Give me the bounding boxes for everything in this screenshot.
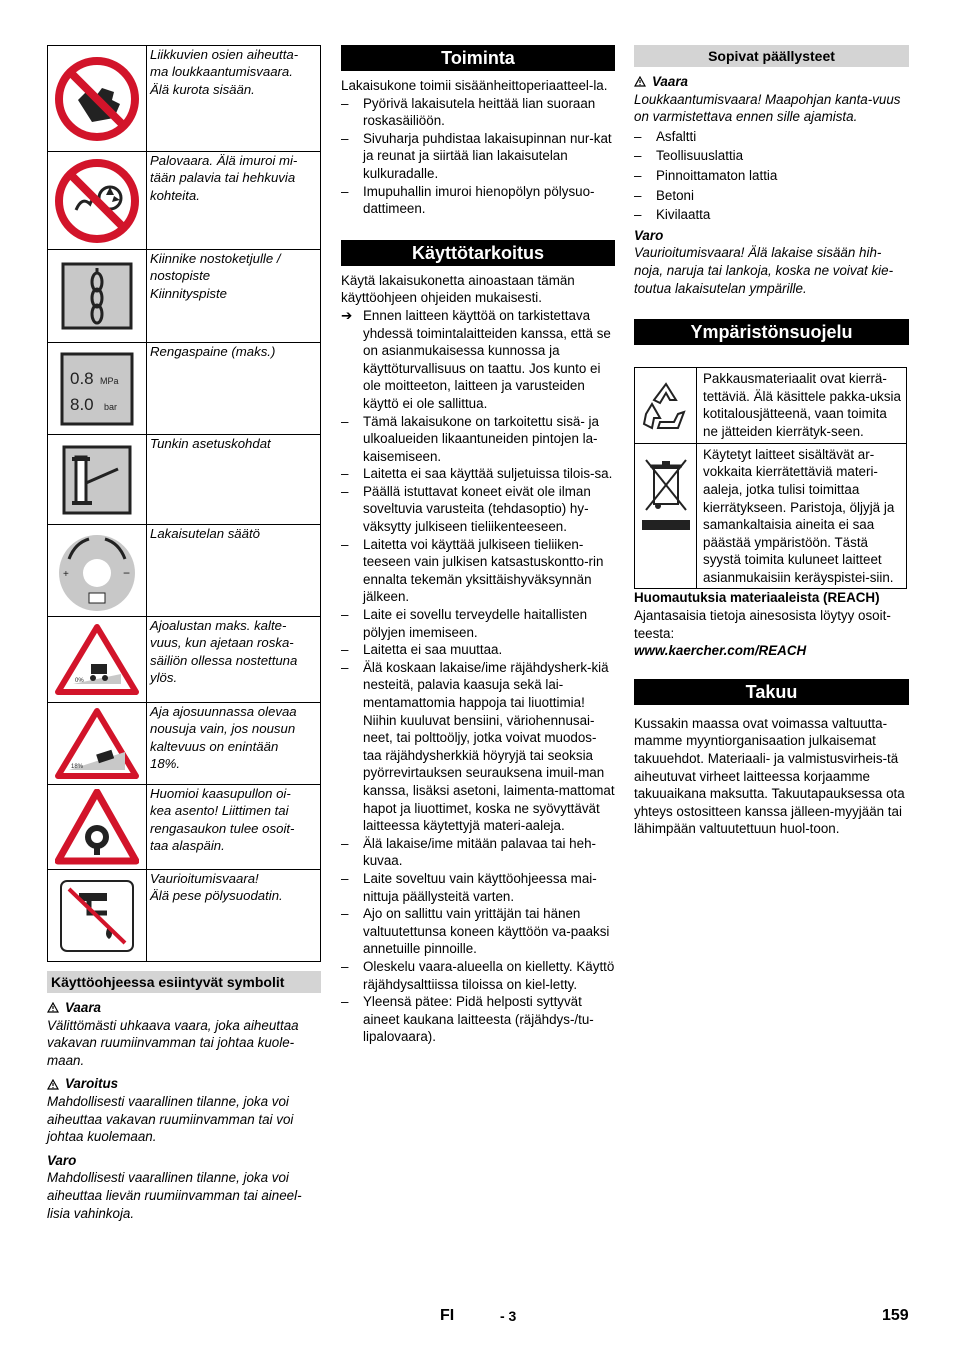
symbol-row: [48, 617, 321, 703]
svg-text:+: +: [63, 568, 69, 580]
list-item: – Laitetta ei saa käyttää suljetuissa tilois-sa.: [341, 465, 615, 483]
symbol-row: [48, 46, 321, 152]
symbol-text: Vaurioitumisvaara! Älä pese pölysuodatin.: [147, 870, 321, 962]
slope-18-warning-icon: [48, 703, 147, 785]
reach-heading: Huomautuksia materiaaleista (REACH): [634, 590, 880, 606]
symbol-row: [48, 152, 321, 250]
list-item: – Sivuharja puhdistaa lakaisupinnan nur-kat ja reunat ja siirtää lian lakaisutelan kulkuradalle.: [341, 130, 615, 183]
pressure-top-unit: MPa: [100, 375, 119, 386]
symbol-text: Ajoalustan maks. kalte- vuus, kun ajetaan roska- säiliön ollessa nostettuna ylös.: [147, 617, 321, 703]
slope-hopper-warning-icon: [48, 617, 147, 703]
pressure-bottom-unit: bar: [104, 401, 118, 412]
roller-adjust-icon: [48, 525, 147, 617]
paragraph: Lakaisukone toimii sisäänheittoperiaatteel-la.: [341, 78, 608, 93]
section-heading-toiminta: Toiminta: [341, 45, 615, 71]
warning-label: Varo: [634, 227, 664, 243]
list-item: – Laitetta ei saa muuttaa.: [341, 641, 615, 659]
list-item: – Pyörivä lakaisutela heittää lian suoraan roskasäiliöön.: [341, 95, 615, 130]
page-number: 159: [882, 1307, 909, 1324]
paragraph: Kussakin maassa ovat voimassa valtuutta-mamme myyntiorganisaation julkaisemat takuuehdot. Materiaali- ja valmistusvirheis-tä aiheutuvat virheet laitteessa korjaamme takuuaikana maksutta. Takuutapauksessa ota yhteys ostositteen kanssa jälleen-myyjään tai lähimpään valtuutettuun huol-toon.: [634, 715, 905, 837]
footer-section: - 3: [500, 1308, 517, 1324]
symbol-text: Lakaisutelan säätö: [147, 525, 321, 617]
symbol-text: Kiinnike nostoketjulle / nostopiste Kiinnityspiste: [147, 250, 321, 343]
column-left: [47, 45, 321, 1222]
slope-label: 18%: [71, 763, 84, 770]
list-item: – Pinnoittamaton lattia: [634, 167, 909, 185]
warning-triangle-icon: [47, 1079, 59, 1090]
warning-label: Vaara: [47, 999, 321, 1017]
symbol-table: [47, 45, 321, 962]
column-right: [634, 45, 909, 838]
symbol-text: Palovaara. Älä imuroi mi- tään palavia tai hehkuvia kohteita.: [147, 152, 321, 250]
footer-language: FI: [440, 1307, 455, 1324]
column-middle: [341, 45, 615, 1046]
symbol-text: Rengaspaine (maks.): [147, 343, 321, 435]
symbol-text: Liikkuvien osien aiheutta- ma loukkaantumisvaara. Älä kurota sisään.: [147, 46, 321, 152]
list-item: – Älä lakaise/ime mitään palavaa tai heh-kuvaa.: [341, 835, 615, 870]
environment-row: [635, 443, 907, 589]
warning-text: Vaurioitumisvaara! Älä lakaise sisään hih-noja, naruja tai lankoja, koska ne voivat kie-toutua lakaisutelan ympärille.: [634, 245, 894, 296]
list-item: – Kivilaatta: [634, 206, 909, 224]
pressure-top: 0.8: [70, 368, 94, 388]
arrow-icon: ➔: [341, 307, 353, 323]
section-heading-sopivat: Sopivat päällysteet: [634, 45, 909, 67]
list-item: – Laite ei sovellu terveydelle haitallisten pölyjen imemiseen.: [341, 606, 615, 641]
warning-text: Välittömästi uhkaava vaara, joka aiheuttaa vakavan ruumiinvamman tai johtaa kuole-maan.: [47, 1017, 299, 1068]
warning-text: Mahdollisesti vaarallinen tilanne, joka voi aiheuttaa lievän ruumiinvamman tai aineel-lisia vahinkoja.: [47, 1170, 302, 1221]
gas-cylinder-warning-icon: [48, 785, 147, 870]
symbol-row: [48, 703, 321, 785]
paragraph: Käytä lakaisukonetta ainoastaan tämän käyttöohjeen ohjeiden mukaisesti.: [341, 272, 575, 306]
list-item: – Asfaltti: [634, 128, 909, 146]
warning-triangle-icon: [47, 1002, 59, 1013]
symbol-text: Aja ajosuunnassa olevaa nousuja vain, jos nousun kaltevuus on enintään 18%.: [147, 703, 321, 785]
section-heading-ymparisto: Ympäristönsuojelu: [634, 319, 909, 345]
no-hands-icon: [48, 46, 147, 152]
reach-link[interactable]: www.kaercher.com/REACH: [634, 643, 807, 659]
list-item: – Ajo on sallittu vain yrittäjän tai hänen valtuutettunsa koneen käyttöön va-paaksi annetuille pinnoille.: [341, 905, 615, 958]
list-item: – Laitetta voi käyttää julkiseen tieliiken-teeseen vain julkisen katsastuskontto-rin ennalta tekemän yksittäishyväksynnän jälkeen.: [341, 536, 615, 606]
list-item: – Oleskelu vaara-alueella on kielletty. Käyttö räjähdysalttiissa tiloissa on kiel-letty.: [341, 958, 615, 993]
tire-pressure-icon: [48, 343, 147, 435]
warning-label: Vaara: [634, 73, 909, 91]
section-heading-takuu: Takuu: [634, 679, 909, 705]
symbol-row: [48, 525, 321, 617]
list-item: – Betoni: [634, 187, 909, 205]
environment-table: [634, 367, 907, 589]
list-item: – Laite soveltuu vain käyttöohjeessa mai-nittuja päällysteitä varten.: [341, 870, 615, 905]
symbol-row: [48, 785, 321, 870]
no-vacuum-fire-icon: [48, 152, 147, 250]
crossed-bin-icon: [635, 443, 697, 589]
surface-list: [634, 128, 909, 224]
warning-text: Mahdollisesti vaarallinen tilanne, joka voi aiheuttaa vakavan ruumiinvamman tai voi johtaa kuolemaan.: [47, 1093, 294, 1145]
environment-text: Pakkausmateriaalit ovat kierrä-tettäviä. Älä käsittele pakka-uksia kotitalousjätteenä, vaan toimita ne jätteiden kierrätyk-seen.: [697, 368, 907, 444]
warning-triangle-icon: [634, 76, 646, 87]
slope-label: 0%: [75, 677, 84, 684]
list-item: – Tämä lakaisukone on tarkoitettu sisä- ja ulkoalueiden likaantuneiden pintojen la-kaisemiseen.: [341, 413, 615, 466]
chain-hook-icon: [48, 250, 147, 343]
instruction-item: ➔ Ennen laitteen käyttöä on tarkistettava yhdessä toimintalaitteiden kanssa, että se on asianmukaisessa kunnossa ja käyttöturvallisuus on taattu. Jos kunto ei ole moitteeton, laitteen ja varusteiden käyttö ei ole sallittua.: [341, 307, 611, 411]
toiminta-list: [341, 95, 615, 218]
paragraph: Ajantasaisia tietoja ainesosista löytyy osoit-teesta:: [634, 608, 891, 641]
symbol-row: [48, 435, 321, 525]
list-item: – Älä koskaan lakaise/ime räjähdysherk-kiä nesteitä, palavia kaasuja sekä lai-mentamattomia happoja tai liuottimia! Niihin kuuluvat bensiini, väriohennusai-neet, tai polttoöljy, jotka voivat muodos-taa räjähdysherkkiä höyryjä tai seoksia pyörrevirtauksen seurauksena imuil-man kanssa, lisäksi asetoni, laimenta-mattomat hapot ja liuottimet, koska ne syövyttävät laitteessa käytettyjä materi-aaleja.: [341, 659, 615, 835]
symbol-row: [48, 870, 321, 962]
kayttotarkoitus-list: [341, 413, 615, 1046]
environment-text: Käytetyt laitteet sisältävät ar-vokkaita kierrätettäviä materi-aaleja, jotka tulisi toimittaa kierrätykseen. Paristoja, öljyjä ja samankaltaisia aineita ei saa päästää ympäristöön. Tästä syystä toimita kuluneet laitteet asianmukaisiin keräyspistei-siin.: [697, 443, 907, 589]
list-item: – Imupuhallin imuroi hienopölyn pölysuo-dattimeen.: [341, 183, 615, 218]
section-heading-kayttotarkoitus: Käyttötarkoitus: [341, 240, 615, 266]
symbol-text: Tunkin asetuskohdat: [147, 435, 321, 525]
symbol-row: [48, 250, 321, 343]
list-item: – Teollisuuslattia: [634, 147, 909, 165]
symbols-heading: Käyttöohjeessa esiintyvät symbolit: [47, 971, 321, 993]
warning-label: Varoitus: [47, 1075, 321, 1093]
symbol-text: Huomioi kaasupullon oi- kea asento! Liittimen tai rengasaukon tulee osoit- taa alaspäin.: [147, 785, 321, 870]
recycle-icon: [635, 368, 697, 444]
svg-text:−: −: [123, 565, 131, 580]
symbol-row: [48, 343, 321, 435]
warning-label: Varo: [47, 1152, 77, 1168]
no-wash-filter-icon: [48, 870, 147, 962]
list-item: – Yleensä pätee: Pidä helposti syttyvät aineet kaukana laitteesta (räjähdys-/tu-lipalovaara).: [341, 993, 615, 1046]
jack-point-icon: [48, 435, 147, 525]
warning-text: Loukkaantumisvaara! Maapohjan kanta-vuus on varmistettava ennen sille ajamista.: [634, 91, 901, 125]
environment-row: [635, 368, 907, 444]
pressure-bottom: 8.0: [70, 394, 94, 414]
list-item: – Päällä istuttavat koneet eivät ole ilman soveltuvia varusteita (tehdasoptio) hy-väksytty julkiseen tieliikenteeseen.: [341, 483, 615, 536]
